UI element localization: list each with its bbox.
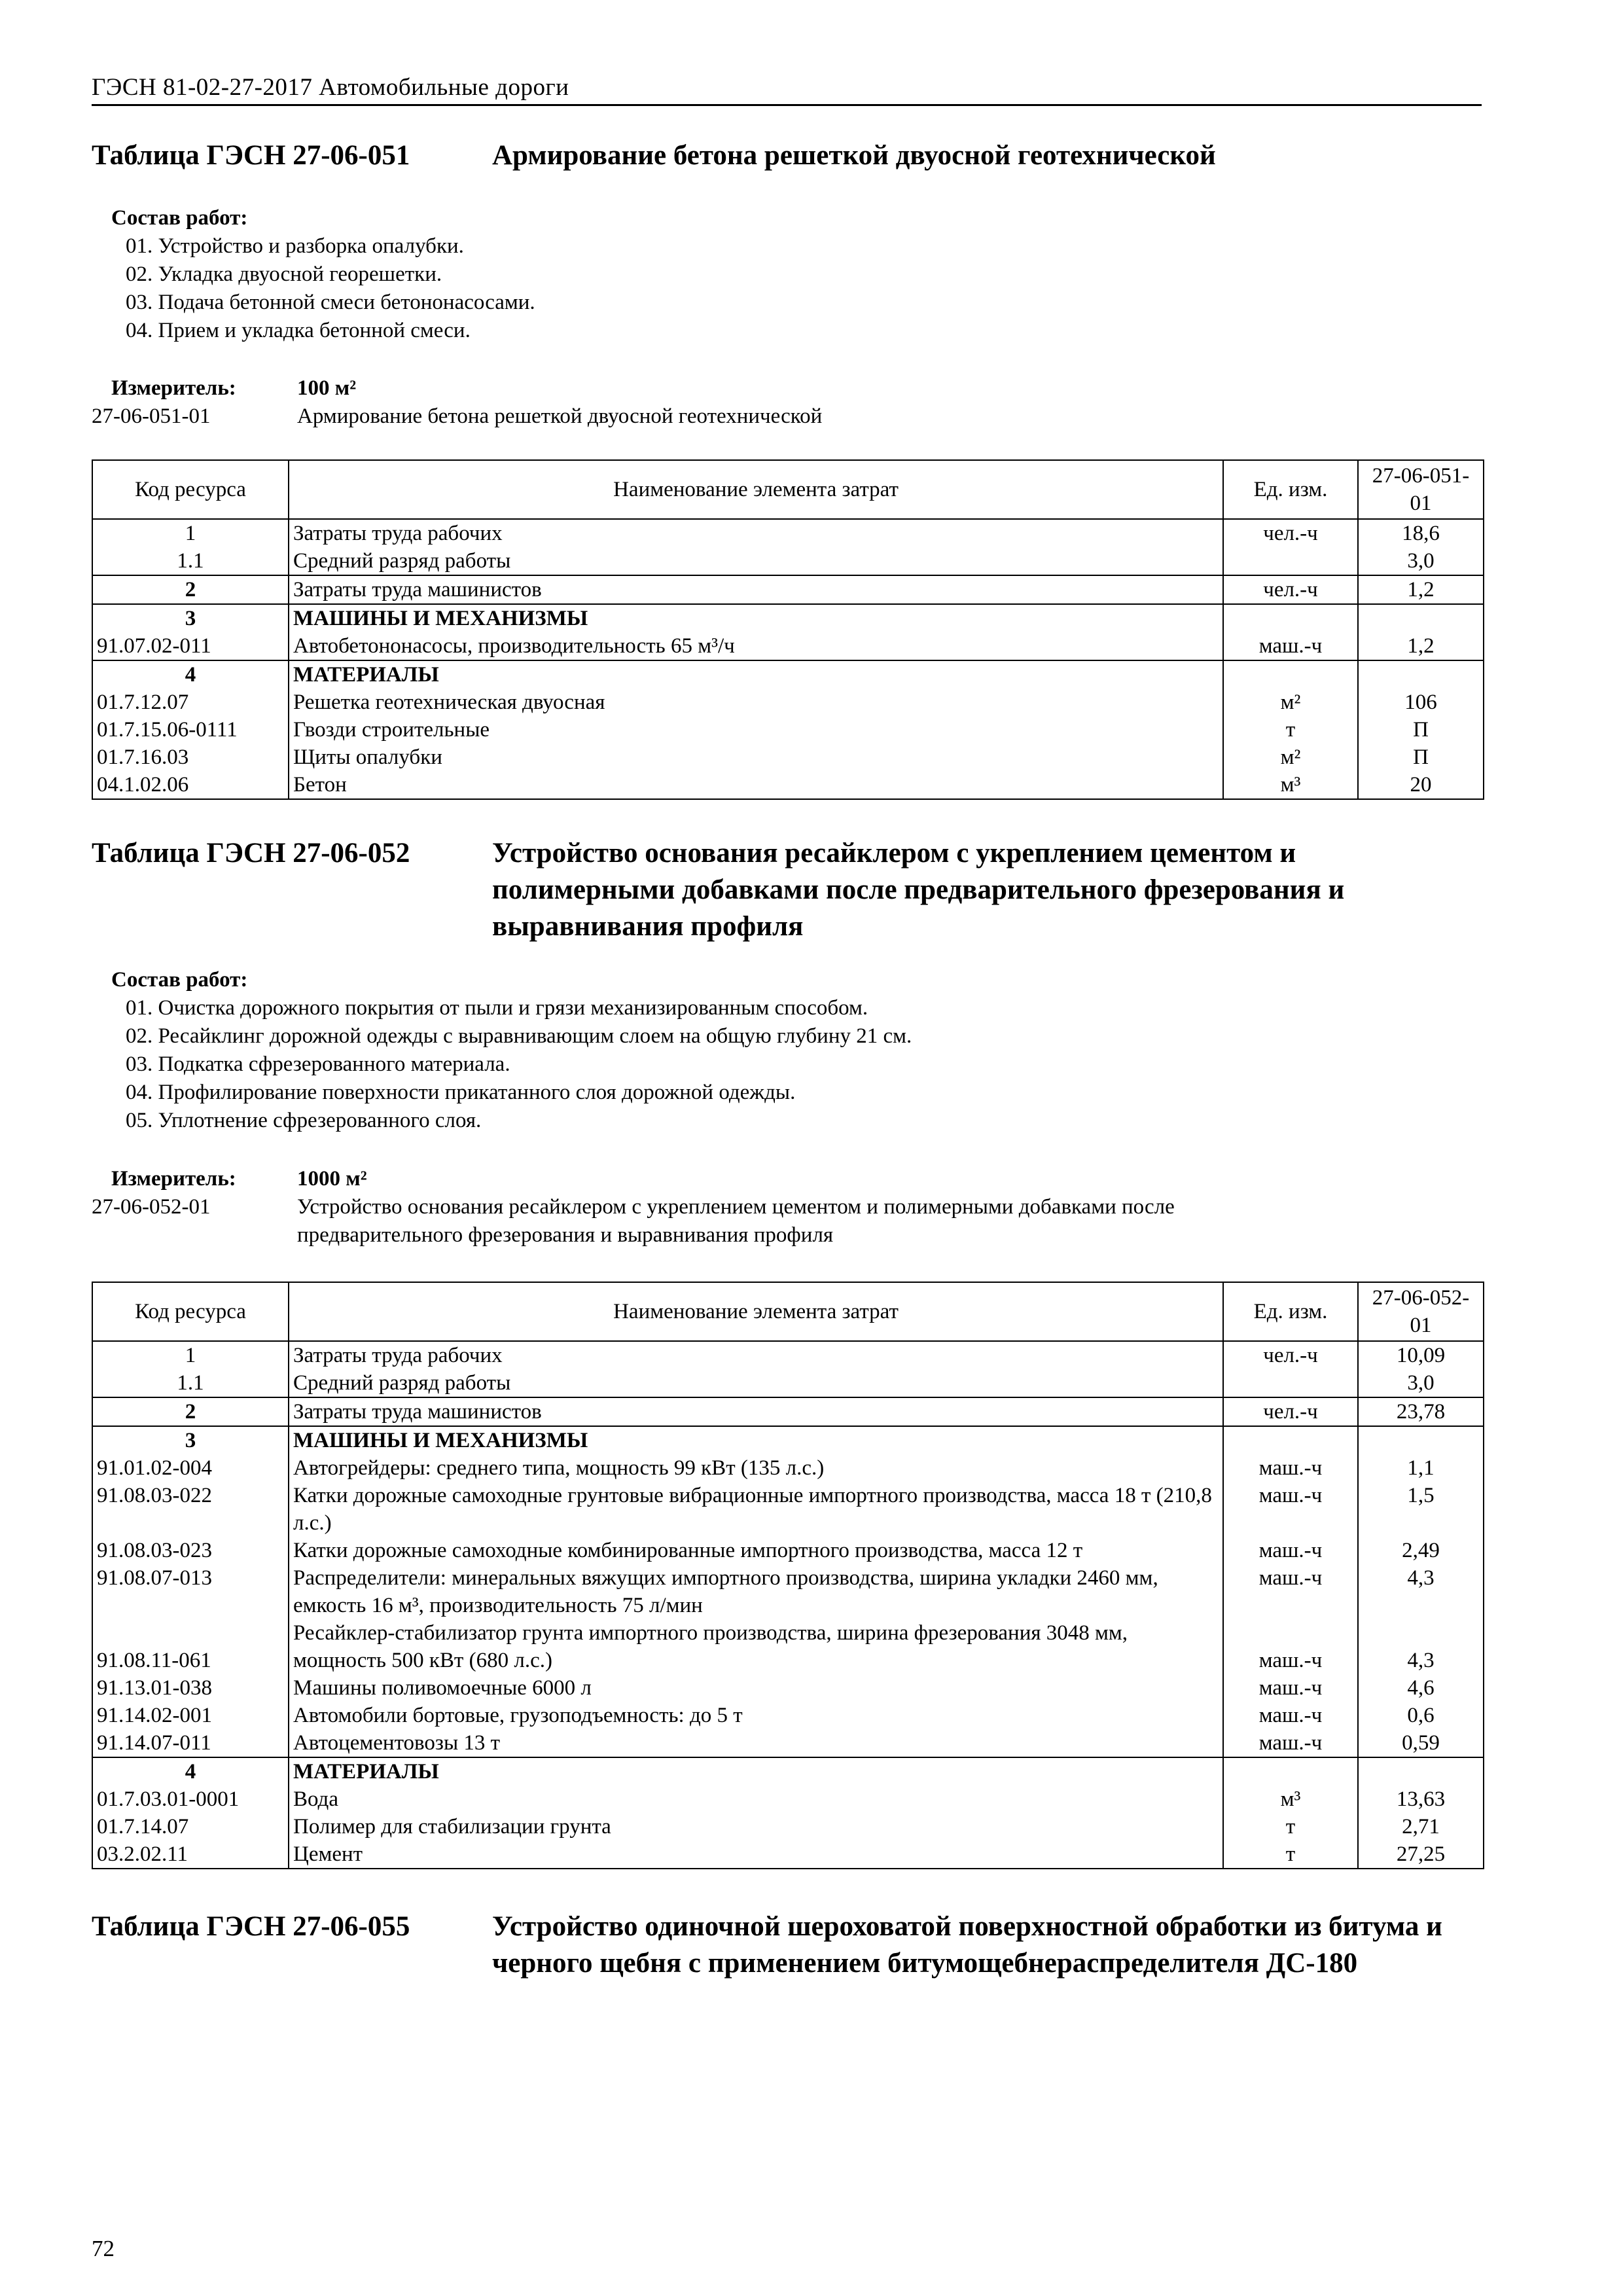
resource-name-cell: Цемент xyxy=(289,1840,1223,1869)
page-number: 72 xyxy=(92,2236,115,2261)
unit-cell: м³ xyxy=(1223,1785,1358,1813)
resource-name-cell: Катки дорожные самоходные комбинированные импортного производства, масса 12 т xyxy=(289,1537,1223,1564)
column-header: Наименование элемента затрат xyxy=(289,1282,1223,1341)
value-cell: 2,49 xyxy=(1358,1537,1484,1564)
table-row xyxy=(92,1537,1484,1564)
unit-cell: маш.-ч xyxy=(1223,1537,1358,1564)
resource-name-cell: Затраты труда машинистов xyxy=(289,575,1223,604)
work-step: 03. Подкатка сфрезерованного материала. xyxy=(126,1052,510,1076)
table-row xyxy=(92,660,1484,689)
resource-code-cell: 91.08.11-061 xyxy=(92,1619,289,1674)
resource-name-cell: Автомобили бортовые, грузоподъемность: до 5 т xyxy=(289,1702,1223,1729)
column-header: Наименование элемента затрат xyxy=(289,460,1223,519)
resource-code-cell: 01.7.14.07 xyxy=(92,1813,289,1840)
resource-name-cell: МАТЕРИАЛЫ xyxy=(289,1757,1223,1785)
table-row xyxy=(92,1785,1484,1813)
work-composition-label: Состав работ: xyxy=(111,968,248,992)
unit-cell: маш.-ч xyxy=(1223,1619,1358,1674)
table-title: Армирование бетона решеткой двуосной геотехнической xyxy=(492,140,1216,171)
resource-name-cell: Гвозди строительные xyxy=(289,716,1223,744)
table-label: Таблица ГЭСН 27-06-055 xyxy=(92,1911,410,1942)
table-row xyxy=(92,1426,1484,1454)
resource-name-cell: Средний разряд работы xyxy=(289,547,1223,575)
value-cell: 1,2 xyxy=(1358,632,1484,660)
value-cell: 106 xyxy=(1358,689,1484,716)
table-row xyxy=(92,744,1484,771)
value-cell xyxy=(1358,1757,1484,1785)
value-cell: 20 xyxy=(1358,771,1484,799)
resource-code-cell: 91.13.01-038 xyxy=(92,1674,289,1702)
value-cell: 18,6 xyxy=(1358,519,1484,547)
value-cell: 3,0 xyxy=(1358,547,1484,575)
resource-name-cell: Вода xyxy=(289,1785,1223,1813)
value-cell: 23,78 xyxy=(1358,1397,1484,1426)
resource-code-cell: 04.1.02.06 xyxy=(92,771,289,799)
unit-cell: м³ xyxy=(1223,771,1358,799)
table-row xyxy=(92,1674,1484,1702)
unit-cell: маш.-ч xyxy=(1223,1454,1358,1482)
unit-cell: т xyxy=(1223,1840,1358,1869)
resource-name-cell: Катки дорожные самоходные грунтовые вибрационные импортного производства, масса 18 т (210,8 л.с.) xyxy=(289,1482,1223,1537)
resource-code-cell: 91.08.07-013 xyxy=(92,1564,289,1619)
work-step: 02. Ресайклинг дорожной одежды с выравнивающим слоем на общую глубину 21 см. xyxy=(126,1024,912,1048)
unit-cell: маш.-ч xyxy=(1223,1564,1358,1619)
unit-cell xyxy=(1223,1426,1358,1454)
table-row xyxy=(92,1369,1484,1397)
resource-code-cell: 01.7.16.03 xyxy=(92,744,289,771)
meter-label: Измеритель: xyxy=(111,376,236,400)
unit-cell: маш.-ч xyxy=(1223,1702,1358,1729)
unit-cell xyxy=(1223,1757,1358,1785)
resource-name-cell: Автогрейдеры: среднего типа, мощность 99 кВт (135 л.с.) xyxy=(289,1454,1223,1482)
column-header: 27-06-052-01 xyxy=(1358,1282,1484,1341)
norm-code: 27-06-051-01 xyxy=(92,404,211,428)
value-cell xyxy=(1358,1426,1484,1454)
resource-name-cell: Бетон xyxy=(289,771,1223,799)
unit-cell: чел.-ч xyxy=(1223,575,1358,604)
table-row xyxy=(92,771,1484,799)
unit-cell: т xyxy=(1223,716,1358,744)
table-row xyxy=(92,1840,1484,1869)
norm-code: 27-06-052-01 xyxy=(92,1195,211,1219)
resource-table-27-06-052 xyxy=(92,1282,1484,1869)
unit-cell: маш.-ч xyxy=(1223,1674,1358,1702)
value-cell: 1,5 xyxy=(1358,1482,1484,1537)
meter-block xyxy=(92,1165,1492,1249)
resource-name-cell: Автобетононасосы, производительность 65 м³/ч xyxy=(289,632,1223,660)
table-row xyxy=(92,1729,1484,1757)
table-row xyxy=(92,1619,1484,1674)
table-title: Устройство одиночной шероховатой поверхностной обработки из битума и черного щебня с применением битумощебнераспределителя ДС-180 xyxy=(492,1911,1442,1979)
table-row xyxy=(92,689,1484,716)
value-cell: 1,2 xyxy=(1358,575,1484,604)
unit-cell: чел.-ч xyxy=(1223,519,1358,547)
running-header: ГЭСН 81-02-27-2017 Автомобильные дороги xyxy=(92,73,1482,106)
table-row xyxy=(92,519,1484,547)
table-row xyxy=(92,1341,1484,1369)
table-header-row xyxy=(92,1282,1484,1341)
resource-code-cell: 2 xyxy=(92,575,289,604)
table-title: Устройство основания ресайклером с укреплением цементом и полимерными добавками после предварительного фрезерования и выравнивания профиля xyxy=(492,838,1345,942)
column-header: Ед. изм. xyxy=(1223,1282,1358,1341)
value-cell: П xyxy=(1358,716,1484,744)
value-cell: 0,6 xyxy=(1358,1702,1484,1729)
value-cell: 0,59 xyxy=(1358,1729,1484,1757)
work-step: 04. Прием и укладка бетонной смеси. xyxy=(126,319,471,342)
value-cell: 4,3 xyxy=(1358,1564,1484,1619)
unit-cell: м² xyxy=(1223,689,1358,716)
resource-name-cell: Затраты труда рабочих xyxy=(289,519,1223,547)
resource-table-27-06-051 xyxy=(92,459,1484,800)
table-label: Таблица ГЭСН 27-06-051 xyxy=(92,140,410,171)
resource-name-cell: Машины поливомоечные 6000 л xyxy=(289,1674,1223,1702)
resource-name-cell: Полимер для стабилизации грунта xyxy=(289,1813,1223,1840)
work-step: 05. Уплотнение сфрезерованного слоя. xyxy=(126,1109,482,1132)
unit-cell: маш.-ч xyxy=(1223,1729,1358,1757)
unit-cell: т xyxy=(1223,1813,1358,1840)
resource-name-cell: Щиты опалубки xyxy=(289,744,1223,771)
table-row xyxy=(92,1482,1484,1537)
unit-cell xyxy=(1223,1369,1358,1397)
table-label: Таблица ГЭСН 27-06-052 xyxy=(92,838,410,869)
column-header: Код ресурса xyxy=(92,1282,289,1341)
value-cell xyxy=(1358,604,1484,632)
resource-name-cell: Решетка геотехническая двуосная xyxy=(289,689,1223,716)
work-step: 02. Укладка двуосной георешетки. xyxy=(126,262,442,286)
meter-block xyxy=(92,374,1492,431)
resource-code-cell: 01.7.15.06-0111 xyxy=(92,716,289,744)
column-header: Ед. изм. xyxy=(1223,460,1358,519)
work-composition xyxy=(92,204,1492,345)
table-row xyxy=(92,547,1484,575)
value-cell: 10,09 xyxy=(1358,1341,1484,1369)
meter-label: Измеритель: xyxy=(111,1167,236,1191)
table-row xyxy=(92,1564,1484,1619)
value-cell: 27,25 xyxy=(1358,1840,1484,1869)
work-step: 01. Очистка дорожного покрытия от пыли и грязи механизированным способом. xyxy=(126,996,868,1020)
table-header-row xyxy=(92,460,1484,519)
resource-code-cell: 4 xyxy=(92,660,289,689)
value-cell: 2,71 xyxy=(1358,1813,1484,1840)
resource-name-cell: Автоцементовозы 13 т xyxy=(289,1729,1223,1757)
unit-cell: чел.-ч xyxy=(1223,1397,1358,1426)
unit-cell: маш.-ч xyxy=(1223,1482,1358,1537)
resource-code-cell: 1.1 xyxy=(92,1369,289,1397)
value-cell: 4,3 xyxy=(1358,1619,1484,1674)
unit-cell xyxy=(1223,547,1358,575)
column-header: Код ресурса xyxy=(92,460,289,519)
value-cell: П xyxy=(1358,744,1484,771)
work-composition-label: Состав работ: xyxy=(111,206,248,230)
unit-cell xyxy=(1223,604,1358,632)
unit-cell xyxy=(1223,660,1358,689)
work-step: 01. Устройство и разборка опалубки. xyxy=(126,234,464,258)
table-row xyxy=(92,1813,1484,1840)
work-step: 04. Профилирование поверхности прикатанного слоя дорожной одежды. xyxy=(126,1081,796,1104)
table-row xyxy=(92,604,1484,632)
resource-code-cell: 91.07.02-011 xyxy=(92,632,289,660)
resource-code-cell: 4 xyxy=(92,1757,289,1785)
resource-code-cell: 1 xyxy=(92,1341,289,1369)
meter-value: 100 м² xyxy=(297,376,357,400)
resource-code-cell: 1 xyxy=(92,519,289,547)
value-cell: 1,1 xyxy=(1358,1454,1484,1482)
resource-name-cell: МАТЕРИАЛЫ xyxy=(289,660,1223,689)
value-cell: 3,0 xyxy=(1358,1369,1484,1397)
resource-name-cell: Ресайклер-стабилизатор грунта импортного производства, ширина фрезерования 3048 мм, мощность 500 кВт (680 л.с.) xyxy=(289,1619,1223,1674)
resource-code-cell: 91.14.07-011 xyxy=(92,1729,289,1757)
table-row xyxy=(92,716,1484,744)
table-row xyxy=(92,1397,1484,1426)
resource-name-cell: МАШИНЫ И МЕХАНИЗМЫ xyxy=(289,604,1223,632)
resource-code-cell: 01.7.12.07 xyxy=(92,689,289,716)
column-header: 27-06-051-01 xyxy=(1358,460,1484,519)
resource-code-cell: 91.01.02-004 xyxy=(92,1454,289,1482)
unit-cell: чел.-ч xyxy=(1223,1341,1358,1369)
value-cell xyxy=(1358,660,1484,689)
value-cell: 13,63 xyxy=(1358,1785,1484,1813)
work-step: 03. Подача бетонной смеси бетононасосами. xyxy=(126,291,535,314)
resource-code-cell: 91.14.02-001 xyxy=(92,1702,289,1729)
resource-code-cell: 91.08.03-022 xyxy=(92,1482,289,1537)
table-row xyxy=(92,1702,1484,1729)
resource-code-cell: 1.1 xyxy=(92,547,289,575)
resource-name-cell: Затраты труда машинистов xyxy=(289,1397,1223,1426)
resource-code-cell: 03.2.02.11 xyxy=(92,1840,289,1869)
table-row xyxy=(92,1757,1484,1785)
resource-code-cell: 91.08.03-023 xyxy=(92,1537,289,1564)
resource-code-cell: 3 xyxy=(92,1426,289,1454)
meter-value: 1000 м² xyxy=(297,1167,367,1191)
table-row xyxy=(92,1454,1484,1482)
resource-code-cell: 3 xyxy=(92,604,289,632)
table-row xyxy=(92,632,1484,660)
resource-name-cell: Затраты труда рабочих xyxy=(289,1341,1223,1369)
resource-name-cell: Распределители: минеральных вяжущих импортного производства, ширина укладки 2460 мм, емкость 16 м³, производительность 75 л/мин xyxy=(289,1564,1223,1619)
resource-name-cell: МАШИНЫ И МЕХАНИЗМЫ xyxy=(289,1426,1223,1454)
resource-code-cell: 2 xyxy=(92,1397,289,1426)
work-composition xyxy=(92,966,1492,1135)
norm-name: Устройство основания ресайклером с укреплением цементом и полимерными добавками после предварительного фрезерования и выравнивания профиля xyxy=(297,1195,1175,1247)
resource-name-cell: Средний разряд работы xyxy=(289,1369,1223,1397)
resource-code-cell: 01.7.03.01-0001 xyxy=(92,1785,289,1813)
norm-name: Армирование бетона решеткой двуосной геотехнической xyxy=(297,404,823,428)
unit-cell: м² xyxy=(1223,744,1358,771)
value-cell: 4,6 xyxy=(1358,1674,1484,1702)
table-row xyxy=(92,575,1484,604)
unit-cell: маш.-ч xyxy=(1223,632,1358,660)
